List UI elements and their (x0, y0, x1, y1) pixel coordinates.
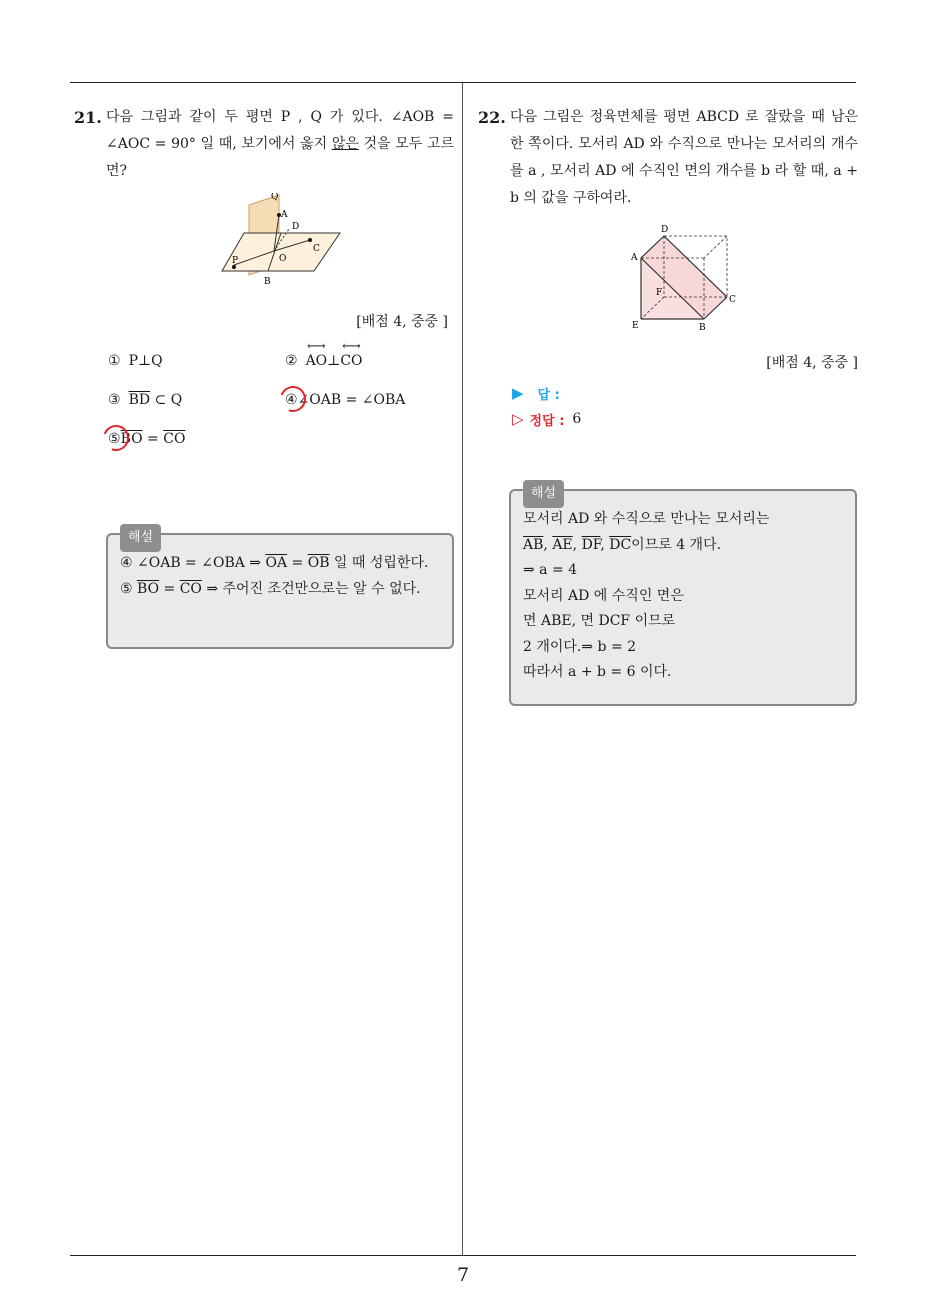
line-co: ⟷ CO (340, 353, 362, 369)
choice-number: ② (285, 353, 298, 369)
label-p: P (232, 256, 239, 266)
label-d: D (661, 225, 669, 235)
q21-explanation-box (106, 530, 454, 649)
selected-circle-mark (276, 382, 311, 417)
choice-number-text: ⑤ (108, 431, 121, 447)
explanation-tag: 해설 (523, 480, 564, 508)
label-q: Q (271, 193, 279, 202)
question-text: 다음 그림은 정육면체를 평면 ABCD 로 잘랐을 때 남은 한 쪽이다. 모서리 AD 와 수직으로 만나는 모서리의 개수를 a , 모서리 AD 에 수직인 면의 개수를 b 라 할 때, a + b 의 값을 구하여라. (510, 109, 858, 206)
text-part: ④ ∠OAB = ∠OBA ⇒ (120, 555, 266, 571)
label-a: A (631, 253, 638, 263)
equals-sign: = (142, 431, 164, 447)
explanation-line-3: ⇒ a = 4 (523, 562, 578, 578)
top-rule (70, 82, 856, 83)
bottom-rule (70, 1255, 856, 1256)
cube-diagram (478, 224, 858, 334)
choice-number (285, 392, 298, 408)
question-21 (74, 104, 454, 463)
segment-ae: $\overline{AE}$ (552, 536, 573, 553)
explanation-tag: 해설 (120, 524, 161, 552)
explanation-line-2 (120, 577, 440, 603)
underlined-word: 않은 (331, 136, 359, 152)
cube-figure (478, 224, 858, 334)
question-number: 21. (74, 108, 102, 127)
answer-row (512, 380, 858, 406)
label-c: C (313, 244, 320, 254)
segment-oa: $\overline{OA}$ (265, 555, 288, 571)
selected-circle-mark (99, 421, 134, 456)
explanation-line-1 (120, 551, 440, 577)
answer-section (478, 380, 858, 432)
text-part: ⑤ (120, 580, 138, 597)
question-21-header (74, 104, 454, 185)
segment-co: $\overline{CO}$ (179, 580, 202, 597)
explanation-line-6: 2 개이다.⇒ b = 2 (523, 638, 637, 655)
segment-bo: $\overline{BO}$ (137, 580, 160, 597)
text-part: 일 때 성립한다. (329, 555, 429, 571)
choice-number-text: ④ (285, 392, 298, 408)
question-text-part: 다음 그림과 같이 두 평면 P , Q 가 있다. ∠AOB = ∠AOC = 90° 일 때, 보기에서 옳지 (106, 109, 454, 152)
explanation-line-4: 모서리 AD 에 수직인 면은 (523, 587, 684, 604)
column-divider (462, 83, 463, 1255)
explanation-line-5: 면 ABE, 면 DCF 이므로 (523, 613, 676, 629)
segment-df: $\overline{DF}$ (581, 536, 601, 553)
segment-ob: $\overline{OB}$ (307, 555, 330, 571)
explanation-line-2: $\overline{AB}$, $\overline{AE}$, $\overline{DF}$, $\overline{DC}$이므로 4 개다. (523, 536, 722, 553)
perp-symbol: ⊥ (327, 353, 341, 369)
label-c: C (729, 295, 736, 305)
label-a: A (281, 210, 288, 220)
choice-number: ③ (108, 392, 121, 408)
text-part: ⇒ 주어진 조건만으로는 알 수 없다. (201, 580, 421, 597)
choice-list (74, 353, 454, 463)
page-number: 7 (456, 1264, 470, 1286)
question-number: 22. (478, 108, 506, 127)
line-ao: ⟷ AO (306, 353, 328, 369)
question-22 (478, 104, 858, 432)
choice-text: P⊥Q (128, 353, 163, 369)
planes-figure (74, 193, 454, 303)
explanation-line-7: 따라서 a + b = 6 이다. (523, 664, 672, 680)
text-part: = (287, 555, 308, 571)
segment-bo: $\overline{BO}$ (120, 431, 143, 447)
choice-number: ① (108, 353, 121, 369)
choice-2[interactable] (285, 353, 363, 369)
explanation-line-1: 모서리 AD 와 수직으로 만나는 모서리는 (523, 511, 770, 527)
correct-answer-row (512, 406, 858, 432)
choice-3[interactable] (108, 392, 182, 408)
choice-4[interactable] (285, 392, 405, 408)
label-b: B (264, 277, 271, 287)
subset-text: ⊂ Q (150, 392, 183, 408)
answer-label: 답 : (537, 387, 560, 403)
label-o: O (279, 254, 287, 264)
choice-number (108, 431, 121, 447)
points-label: [배점 4, 중중 ] (766, 355, 858, 371)
segment-bd: $\overline{BD}$ (128, 392, 151, 408)
segment-co: $\overline{CO}$ (163, 431, 186, 447)
text-part: 이므로 4 개다. (631, 536, 722, 553)
choice-text: ∠OAB = ∠OBA (297, 392, 406, 408)
correct-answer-value: 6 (572, 411, 582, 427)
choice-1[interactable] (108, 353, 163, 369)
planes-diagram (74, 193, 454, 303)
outline-triangle-icon: ▷ (512, 410, 524, 428)
play-triangle-icon: ▶ (512, 384, 524, 402)
label-b: B (699, 323, 706, 333)
choice-5[interactable] (108, 431, 185, 447)
label-f: F (656, 288, 663, 298)
question-text-part: 것을 모두 고르면? (106, 136, 454, 179)
plane-p (222, 233, 340, 271)
question-22-header (478, 104, 858, 212)
q22-explanation-box (509, 486, 857, 706)
question-text (106, 104, 454, 185)
removed-edge (704, 236, 727, 258)
points-label: [배점 4, 중중 ] (356, 314, 448, 330)
label-d: D (292, 222, 300, 232)
point-c (308, 238, 312, 242)
text-part: = (159, 580, 180, 597)
label-e: E (632, 321, 639, 331)
segment-ab: $\overline{AB}$ (523, 536, 544, 553)
correct-answer-label: 정답 : (529, 413, 565, 429)
segment-dc: $\overline{DC}$ (609, 536, 632, 553)
